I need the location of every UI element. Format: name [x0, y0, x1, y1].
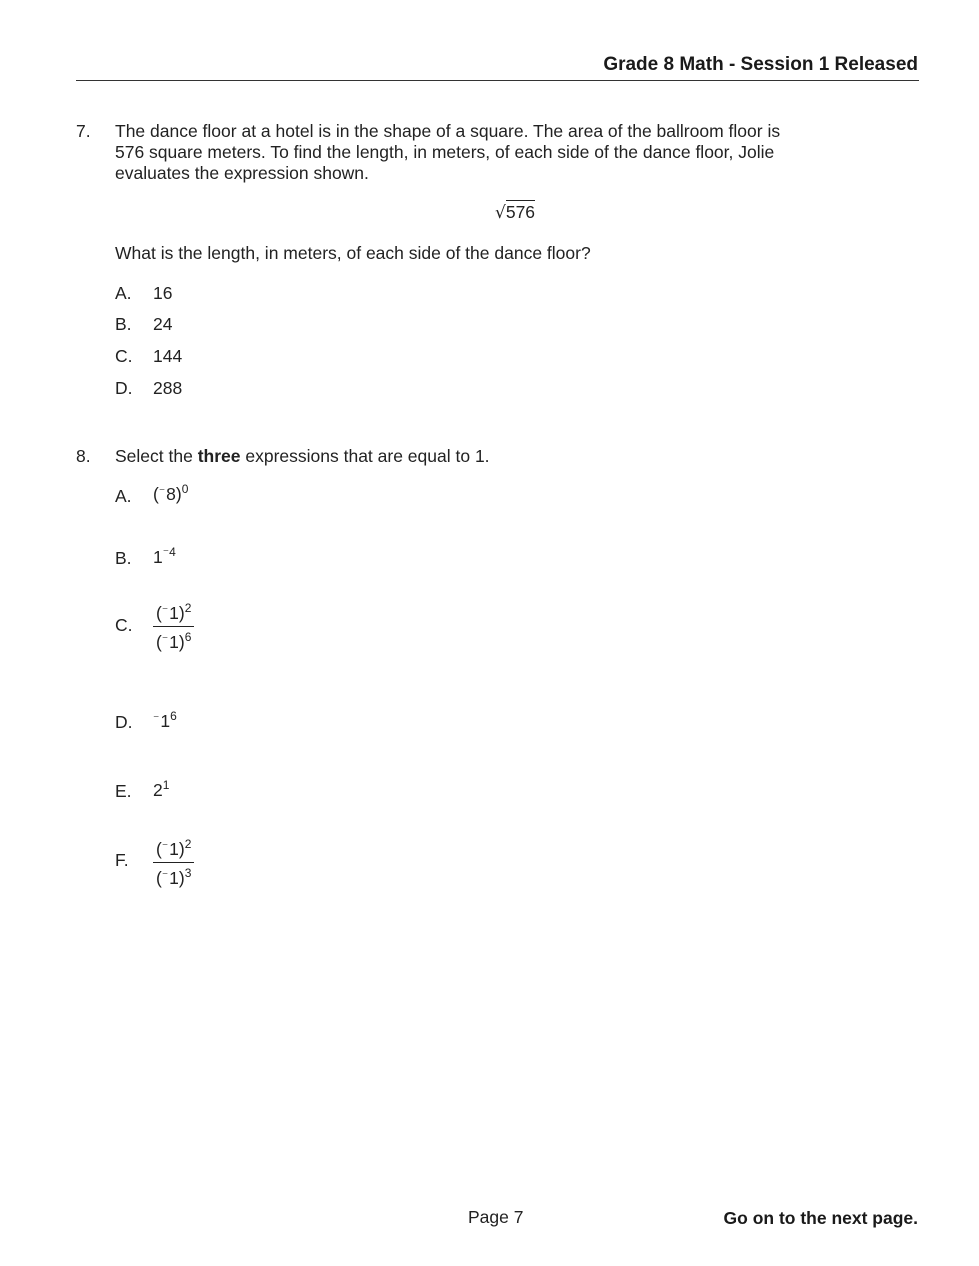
paren: (	[153, 484, 159, 504]
exponent: 2	[184, 837, 192, 851]
base: 1	[169, 839, 179, 859]
negative-sign: ⁻	[153, 711, 160, 725]
negative-sign: ⁻	[158, 484, 166, 498]
option-value: 24	[153, 314, 173, 334]
exponent: 6	[184, 630, 192, 644]
option-letter: E.	[115, 781, 132, 801]
base: 2	[153, 780, 163, 800]
base: 1	[169, 868, 179, 888]
option-letter: B.	[115, 548, 132, 568]
exponent: 3	[184, 866, 192, 880]
numerator: $(^{^-}1)^2$	[153, 601, 194, 627]
page-number: Page 7	[468, 1207, 524, 1227]
option-letter: F.	[115, 850, 129, 870]
option-expression	[153, 545, 176, 568]
question-prompt	[115, 446, 875, 467]
option-letter: A.	[115, 486, 132, 506]
base: 1	[169, 632, 179, 652]
option-expression	[153, 709, 177, 732]
exponent: ⁻4	[162, 545, 176, 559]
option-expression	[153, 482, 188, 505]
option-letter: D.	[115, 712, 133, 732]
radical-symbol: √	[495, 203, 506, 223]
option-value: 288	[153, 378, 183, 398]
negative-sign: ⁻	[161, 839, 169, 853]
fraction-expression	[153, 601, 194, 653]
exponent: 1	[162, 778, 170, 792]
base: 1	[160, 711, 171, 731]
header-divider	[76, 80, 919, 81]
fraction-expression	[153, 837, 194, 889]
paren: )	[175, 484, 182, 504]
denominator: $(^{^-}1)^3$	[156, 866, 192, 888]
question-stem	[115, 121, 875, 184]
base: 1	[153, 547, 163, 567]
option-letter: C.	[115, 346, 133, 366]
base: 1	[169, 603, 179, 623]
option-letter: C.	[115, 615, 133, 635]
question-number: 7.	[76, 121, 91, 141]
option-value: 144	[153, 346, 183, 366]
option-expression	[153, 778, 169, 801]
radicand: 576	[505, 202, 536, 222]
negative-sign: ⁻	[161, 632, 169, 646]
question-prompt: What is the length, in meters, of each side of the dance floor?	[115, 243, 591, 263]
square-root-expression	[495, 202, 535, 223]
prompt-text: Select the	[115, 446, 198, 466]
exponent: 2	[184, 601, 192, 615]
prompt-text: expressions that are equal to 1.	[240, 446, 490, 466]
exponent: 0	[181, 482, 189, 496]
option-value: 16	[153, 283, 173, 303]
stem-line: evaluates the expression shown.	[115, 163, 369, 183]
prompt-emphasis: three	[197, 446, 241, 466]
numerator: $(^{^-}1)^2$	[153, 837, 194, 863]
option-letter: A.	[115, 283, 132, 303]
denominator: $(^{^-}1)^6$	[156, 630, 192, 652]
stem-line: 576 square meters. To find the length, in meters, of each side of the dance floor, Jolie	[115, 142, 775, 162]
negative-sign: ⁻	[161, 868, 169, 882]
option-letter: B.	[115, 314, 132, 334]
negative-sign: ⁻	[161, 603, 169, 617]
page-header-title: Grade 8 Math - Session 1 Released	[603, 54, 918, 75]
question-number: 8.	[76, 446, 91, 466]
next-page-instruction: Go on to the next page.	[723, 1208, 918, 1228]
base: 8	[166, 484, 176, 504]
exponent: 6	[170, 709, 177, 723]
stem-line: The dance floor at a hotel is in the shape of a square. The area of the ballroom floor is	[115, 121, 781, 141]
option-letter: D.	[115, 378, 133, 398]
